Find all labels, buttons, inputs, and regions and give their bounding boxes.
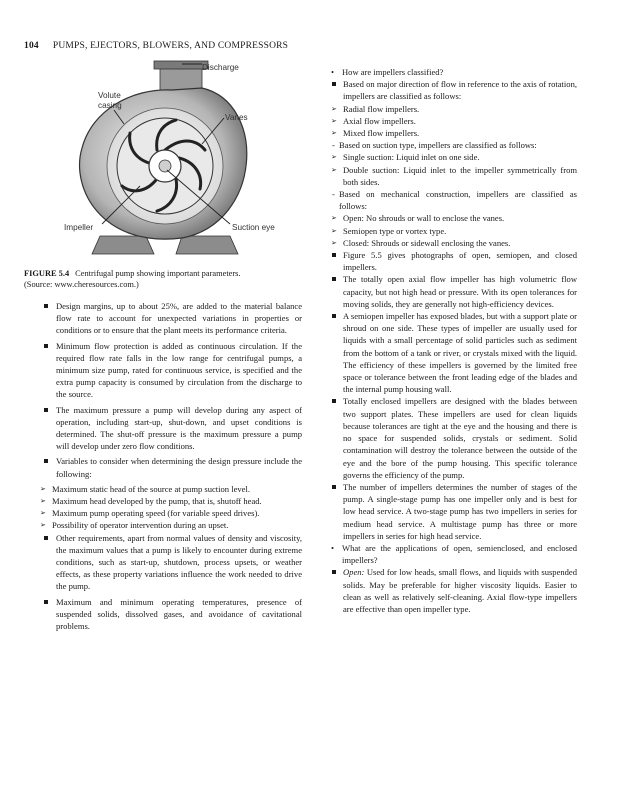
figure-source: (Source: www.cheresources.com.) [24, 280, 139, 289]
list-subitem: ➢ Radial flow impellers. [331, 103, 577, 115]
term-open: Open: [343, 567, 365, 578]
list-subitem: ➢ Single suction: Liquid inlet on one side. [331, 151, 577, 163]
list-subitem: ➢ Semiopen type or vortex type. [331, 225, 577, 237]
list-item: Variables to consider when determining the design pressure include the following: [40, 455, 302, 479]
label-impeller: Impeller [64, 223, 94, 232]
page-number: 104 [24, 41, 39, 51]
label-suction-eye: Suction eye [232, 223, 275, 232]
left-column [40, 300, 302, 635]
pump-base-right [176, 236, 238, 254]
list-subitem: ➢ Open: No shrouds or wall to enclose the vanes. [331, 212, 577, 224]
running-title: PUMPS, EJECTORS, BLOWERS, AND COMPRESSORS [52, 41, 289, 51]
discharge-flange [154, 61, 208, 69]
list-item: Figure 5.5 gives photographs of open, semiopen, and closed impellers. [331, 249, 577, 273]
label-volute-line2: casing [98, 101, 122, 110]
list-item: The number of impellers determines the number of stages of the pump. A single-stage pump has one impeller only and is best for low head service. A two-stage pump has two impellers in series for medium head service. A multistage pump has three or more impellers in series for high head service. [331, 481, 577, 542]
list-subitem: ➢ Maximum static head of the source at pump suction level. [40, 483, 302, 495]
label-vanes: Vanes [225, 113, 248, 122]
question-heading: • What are the applications of open, semienclosed, and enclosed impellers? [331, 542, 577, 566]
list-item: Design margins, up to about 25%, are added to the material balance flow rate to account for unexpected variations in properties or conditions or to ensure that the plant meets its performance criteria. [40, 300, 302, 337]
list-item [331, 566, 577, 615]
figure-caption [24, 268, 304, 290]
pump-base [92, 236, 154, 254]
suction-eye-hub [159, 160, 171, 172]
list-item: Totally enclosed impellers are designed with the blades between two support plates. These impellers are used for clean liquids because tolerances are tight at the eye and the housing and there is no space for suspended solids, crystals or sediment. Solid contamination will destroy the tolerance between the outside of the eye and the bore of the pump housing. This specific tolerance governs the efficiency of the pump. [331, 395, 577, 480]
list-item: The totally open axial flow impeller has high volumetric flow capacity, but not high head or pressure. With its open tolerances for moving solids, they are generally not high-efficiency devices. [331, 273, 577, 310]
list-subitem: ➢ Closed: Shrouds or sidewall enclosing the vanes. [331, 237, 577, 249]
list-item: Minimum flow protection is added as continuous circulation. If the required flow rate falls in the low range for centrifugal pumps, a minimum size pump, rated for continuous service, is specified and the extra pump capacity is consumed by circulation from the discharge to the source. [40, 340, 302, 401]
list-item: Based on major direction of flow in reference to the axis of rotation, impellers are classified as follows: [331, 78, 577, 102]
running-header [24, 41, 288, 51]
list-item: A semiopen impeller has exposed blades, but with a support plate or shroud on one side. These types of impeller are usually used for liquids with a small percentage of solid particles such as sediment from the bottom of a tank or river, or crystals mixed with the liquid. The efficiency of these impellers is governed by the limited free space or tolerance between the front leading edge of the blades and the internal pump housing wall. [331, 310, 577, 395]
right-column [331, 66, 577, 615]
term-open-text: Used for low heads, small flows, and liquids with suspended solids. May be preferable for higher viscosity liquids. Easier to clean as well as relatively self-cleaning. Axial flow-type impellers are effective than open impeller type. [343, 567, 577, 614]
label-volute-line1: Volute [98, 91, 121, 100]
list-subitem: ➢ Axial flow impellers. [331, 115, 577, 127]
list-subitem: ➢ Double suction: Liquid inlet to the impeller symmetrically from both sides. [331, 164, 577, 188]
list-subitem: ➢ Maximum head developed by the pump, that is, shutoff head. [40, 495, 302, 507]
question-heading: • How are impellers classified? [331, 66, 577, 78]
list-subitem-dash: - Based on suction type, impellers are classified as follows: [331, 139, 577, 151]
list-subitem-dash: - Based on mechanical construction, impellers are classified as follows: [331, 188, 577, 212]
figure-caption-text: Centrifugal pump showing important parameters. [75, 269, 241, 278]
list-item: Other requirements, apart from normal values of density and viscosity, the maximum values that a pump is likely to encounter during extreme conditions, such as start-up, shutdown, process upsets, or weather effects, as these property variations influence the work needed to drive the pump. [40, 532, 302, 593]
list-subitem: ➢ Maximum pump operating speed (for variable speed drives). [40, 507, 302, 519]
list-item: The maximum pressure a pump will develop during any aspect of operation, including start-up, shut-down, and upset conditions is determined. The shut-off pressure is the maximum pressure a pump will develop under zero flow conditions. [40, 404, 302, 453]
list-subitem: ➢ Possibility of operator intervention during an upset. [40, 519, 302, 531]
list-subitem: ➢ Mixed flow impellers. [331, 127, 577, 139]
pump-figure [62, 58, 304, 268]
figure-label: FIGURE 5.4 [24, 269, 70, 278]
label-discharge: Discharge [202, 63, 239, 72]
list-item: Maximum and minimum operating temperatures, presence of suspended solids, dissolved gases, and avoidance of cavitational problems. [40, 596, 302, 633]
pump-diagram [62, 58, 304, 268]
